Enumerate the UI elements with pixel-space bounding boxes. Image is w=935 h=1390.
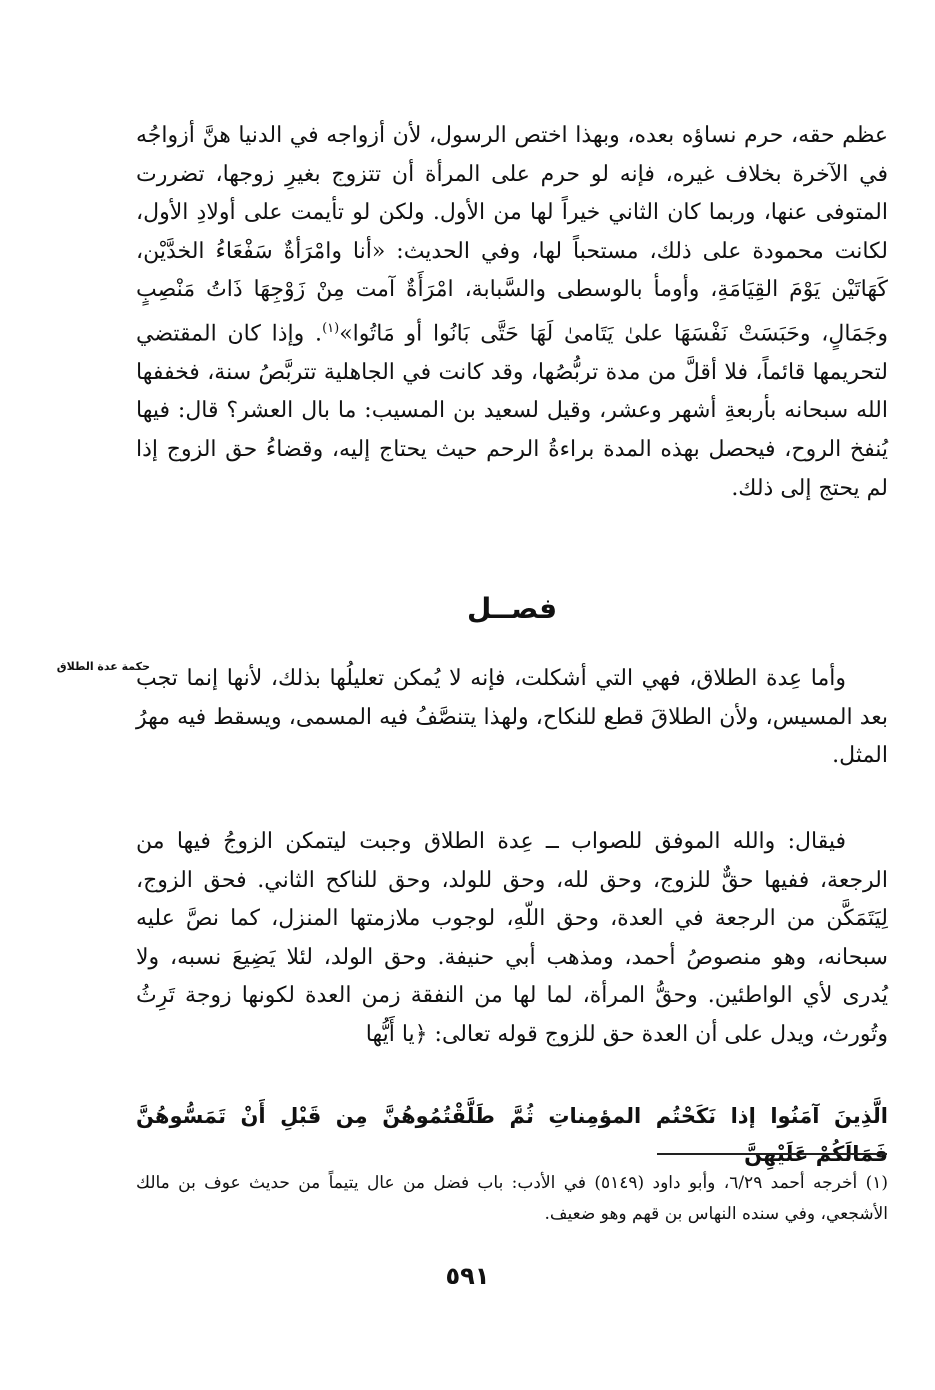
paragraph-1-continuation: . وإذا كان المقتضي لتحريمها قائماً، فلا أقلَّ من مدة تربُّصُها، وقد كانت في الجاهلية تتربَّصُ سنة، فخففها الله سبحانه بأربعةِ أشهر وعشر، وقيل لسعيد بن المسيب: ما بال العشر؟ قال: فيها يُنفخ الروح، فيحصل بهذه المدة براءةُ الرحم حيث يحتاج إليه، وقضاءُ حق الزوج إذا لم يحتج إلى ذلك. bbox=[136, 321, 889, 501]
section-title-text: فصــل bbox=[466, 592, 558, 625]
body-paragraph-2: وأما عِدة الطلاق، فهي التي أشكلت، فإنه لا يُمكن تعليلُها بذلك، لأنها إنما تجب بعد المسيس، ولأن الطلاقَ قطع للنكاح، ولهذا يتنصَّفُ فيه المسمى، ويسقط فيه مهرُ المثل. bbox=[136, 666, 888, 769]
footnote-number: (١) bbox=[865, 1173, 888, 1193]
footnote-reference: (١) bbox=[322, 320, 340, 336]
footnote bbox=[136, 1168, 888, 1230]
footnote-divider bbox=[657, 1153, 887, 1155]
paragraph-1-text: عظم حقه، حرم نساؤه بعده، وبهذا اختص الرسول، لأن أزواجه في الدنيا هنَّ أزواجُه في الآخرة بخلاف غيره، فإنه لو حرم على المرأة أن تتزوج بغيرِ زوجها، تضررت المتوفى عنها، وربما كان الثاني خيراً لها من الأول. ولكن لو تأيمت على أولادِ الأول، لكانت محمودة على ذلك، مستحباً لها، وفي الحديث: «أنا وامْرَأةٌ سَفْعَاءُ الخدَّيْن، كَهَاتَيْن يَوْمَ القِيَامَةِ، وأومأ بالوسطى والسَّبابة، امْرَأَةٌ آمت مِنْ زَوْجِهَا ذَاتُ مَنْصِبٍ وجَمَالٍ، وحَبَسَتْ نَفْسَهَا علىٰ يَتَامىٰ لَهَا حَتَّى بَانُوا أو مَاتُوا» bbox=[136, 123, 888, 347]
body-paragraph-3: فيقال: والله الموفق للصواب ــ عِدة الطلاق وجبت ليتمكن الزوجُ فيها من الرجعة، ففيها حقٌّ للزوج، وحق لله، وحق للولد، وحق للناكح الثاني. فحق الزوج، لِيَتَمَكَّن من الرجعة في العدة، وحق اللّهِ، لوجوب ملازمتها المنزل، كما نصَّ عليه سبحانه، وهو منصوصُ أحمد، ومذهب أبي حنيفة. وحق الولد، لئلا يَضِيعَ نسبه، ولا يُدرى لأي الواطئين. وحقُّ المرأة، لما لها من النفقة زمن العدة لكونها زوجة تَرِثُ وتُورث، ويدل على أن العدة حق للزوج قوله تعالى: ﴿يا أَيُّها bbox=[136, 829, 888, 1047]
quran-verse-line: الَّذِينَ آمَنُوا إذا نَكَحْتُم المؤمِناتِ ثُمَّ طَلَّقْتُمُوهُنَّ مِن قَبْلِ أَنْ تَمَسُّوهُنَّ فَمَالَكُمْ عَلَيْهِنَّ bbox=[136, 1104, 888, 1166]
body-paragraph-1 bbox=[136, 117, 888, 508]
page-number: ٥٩١ bbox=[445, 1262, 490, 1290]
margin-note: حكمة عدة الطلاق bbox=[56, 660, 150, 673]
section-title bbox=[136, 592, 888, 625]
footnote-text: أخرجه أحمد ٦/٢٩، وأبو داود (٥١٤٩) في الأدب: باب فضل من عال يتيماً من حديث عوف بن مالك الأشجعي، وفي سنده النهاس بن قهم وهو ضعيف. bbox=[136, 1173, 888, 1224]
